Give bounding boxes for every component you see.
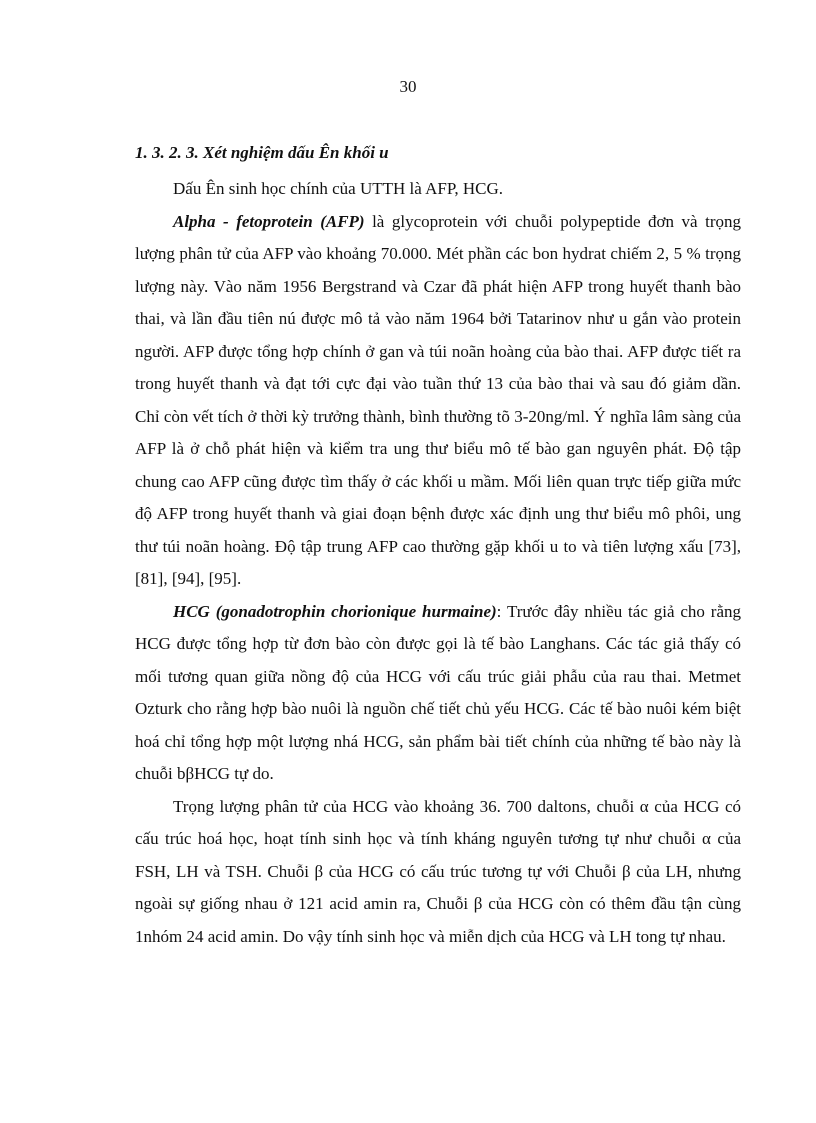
paragraph-afp [135,206,741,596]
term-hcg: HCG (gonadotrophin chorionique hurmaine) [173,601,497,621]
paragraph-afp-text: là glycoprotein với chuỗi polypeptide đơn và trọng lượng phân tử của AFP vào khoảng 70.000. Mét phần các bon hydrat chiếm 2, 5 % trọng lượng này. Vào năm 1956 Bergstrand và Czar đã phát hiện AFP trong huyết thanh bào thai, và lần đầu tiên nú được mô tả vào năm 1964 bởi Tatarinov như u gắn vào protein người. AFP được tổng hợp chính ở gan và túi noãn hoàng của bào thai. AFP được tiết ra trong huyết thanh và đạt tới cực đại vào tuần thứ 13 của bào thai và sau đó giảm dần. Chỉ còn vết tích ở thời kỳ trưởng thành, bình thường tõ 3-20ng/ml. Ý nghĩa lâm sàng của AFP là ở chỗ phát hiện và kiểm tra ung thư biểu mô tế bào gan nguyên phát. Độ tập chung cao AFP cũng được tìm thấy ở các khối u mầm. Mối liên quan trực tiếp giữa mức độ AFP trong huyết thanh và giai đoạn bệnh được xác định ung thư biểu mô phôi, ung thư túi noãn hoàng. Độ tập trung AFP cao thường gặp khối u to và tiên lượng xấu [73], [81], [94], [95]. [135,211,741,588]
paragraph-hcg-structure: Trọng lượng phân tử của HCG vào khoảng 36. 700 daltons, chuỗi α của HCG có cấu trúc hoá học, hoạt tính sinh học và tính kháng nguyên tương tự như chuỗi α của FSH, LH và TSH. Chuỗi β của HCG có cấu trúc tương tự với Chuỗi β của LH, nhưng ngoài sự giống nhau ở 121 acid amin ra, Chuỗi β của HCG còn có thêm đầu tận cùng 1nhóm 24 acid amin. Do vậy tính sinh học và miễn dịch của HCG và LH tong tự nhau. [135,796,741,946]
term-afp: Alpha - fetoprotein (AFP) [173,211,365,231]
document-body [135,141,741,953]
page-number: 30 [399,77,417,96]
paragraph-hcg [135,596,741,791]
section-heading: 1. 3. 2. 3. Xét nghiệm dấu Ên khối u [135,143,389,162]
paragraph-hcg-text: : Trước đây nhiều tác giả cho rằng HCG được tổng hợp từ đơn bào còn được gọi là tế bào Langhans. Các tác giả thấy có mối tương quan giữa nồng độ của HCG với cấu trúc giải phẫu của rau thai. Metmet Ozturk cho rằng hợp bào nuôi là nguồn chế tiết chủ yếu HCG. Các tế bào nuôi kém biệt hoá chỉ tổng hợp một lượng nhá HCG, sản phẩm bài tiết chính của những tế bào này là chuỗi bβHCG tự do. [135,601,741,783]
paragraph-intro: Dấu Ên sinh học chính của UTTH là AFP, HCG. [173,179,504,198]
